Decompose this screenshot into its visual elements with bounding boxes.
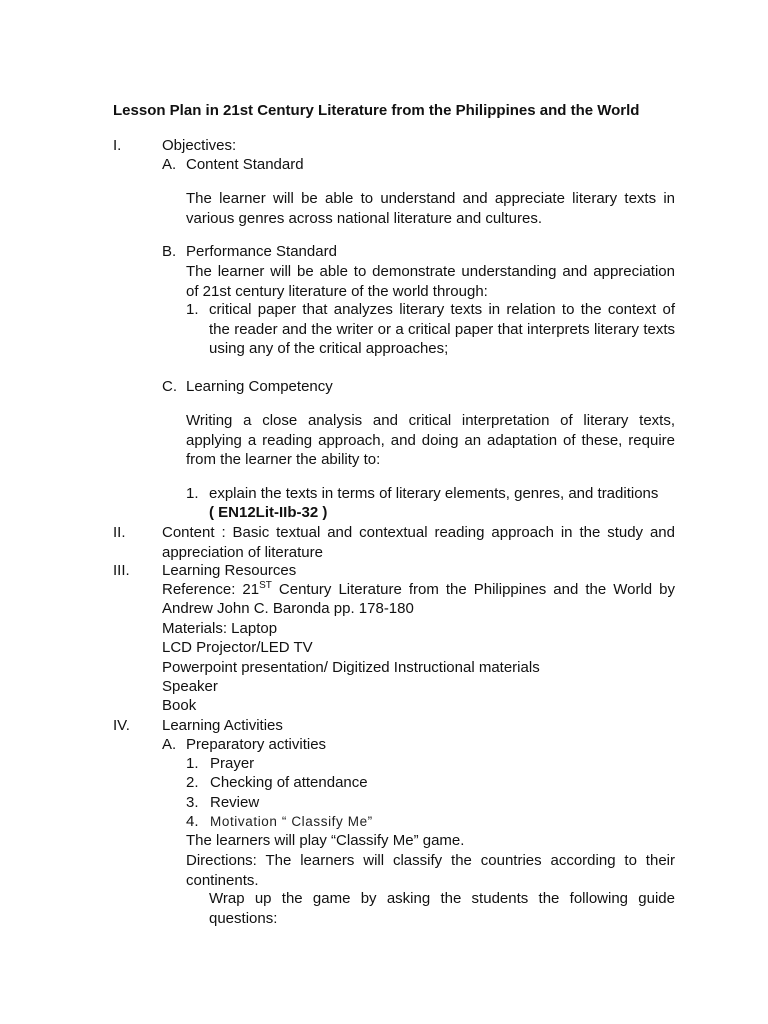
- performance-standard-text: The learner will be able to demonstrate understanding and appreciation of 21st century literature of the world through:: [186, 263, 675, 300]
- step-text: Motivation “ Classify Me”: [210, 814, 373, 829]
- activity-step: [186, 812, 373, 832]
- content-standard-text: The learner will be able to understand and appreciate literary texts in various genres across national literature and cultures.: [186, 190, 675, 227]
- section-numeral-i: I.: [113, 137, 122, 154]
- content-standard-label: A.: [162, 156, 177, 173]
- reference-line: [162, 580, 675, 600]
- learning-competency-label: C.: [162, 378, 177, 395]
- game-description: The learners will play “Classify Me” game.: [186, 832, 465, 849]
- content-text: Content : Basic textual and contextual reading approach in the study and appreciation of literature: [162, 524, 675, 561]
- material-item: Materials: Laptop: [162, 620, 278, 637]
- section-numeral-iv: IV.: [113, 717, 130, 734]
- preparatory-heading: Preparatory activities: [186, 736, 327, 753]
- material-item: LCD Projector/LED TV: [162, 639, 313, 656]
- step-text: Checking of attendance: [210, 774, 368, 791]
- step-text: Prayer: [210, 755, 255, 772]
- content-standard-heading: Content Standard: [186, 156, 304, 173]
- performance-item-number: 1.: [186, 301, 199, 318]
- performance-standard-label: B.: [162, 243, 177, 260]
- activity-step: [186, 754, 254, 774]
- competency-item-text: explain the texts in terms of literary elements, genres, and traditions: [209, 485, 659, 502]
- activity-step: [186, 773, 368, 793]
- reference-superscript: ST: [259, 580, 272, 591]
- section-numeral-iii: III.: [113, 562, 130, 579]
- learning-resources-heading: Learning Resources: [162, 562, 297, 579]
- document-title: Lesson Plan in 21st Century Literature from the Philippines and the World: [113, 102, 640, 119]
- competency-code: ( EN12Lit-IIb-32 ): [209, 504, 328, 521]
- reference-author: Andrew John C. Baronda pp. 178-180: [162, 600, 414, 617]
- wrap-up-text: Wrap up the game by asking the students the following guide questions:: [209, 890, 675, 927]
- learning-competency-heading: Learning Competency: [186, 378, 333, 395]
- game-directions: Directions: The learners will classify the countries according to their continents.: [186, 852, 675, 889]
- section-numeral-ii: II.: [113, 524, 126, 541]
- preparatory-label: A.: [162, 736, 177, 753]
- learning-activities-heading: Learning Activities: [162, 717, 283, 734]
- activity-step: [186, 793, 259, 813]
- material-item: Speaker: [162, 678, 218, 695]
- competency-item-number: 1.: [186, 485, 199, 502]
- objectives-heading: Objectives:: [162, 137, 237, 154]
- reference-prefix: Reference: 21: [162, 581, 260, 598]
- step-number: 3.: [186, 794, 199, 811]
- learning-competency-text: Writing a close analysis and critical interpretation of literary texts, applying a reading approach, and doing an adaptation of these, require from the learner the ability to:: [186, 412, 675, 468]
- material-item: Book: [162, 697, 197, 714]
- performance-item-text: critical paper that analyzes literary texts in relation to the context of the reader and the writer or a critical paper that interprets literary texts using any of the critical approaches;: [209, 301, 675, 357]
- step-text: Review: [210, 794, 260, 811]
- reference-rest: Century Literature from the Philippines and the World by: [271, 581, 675, 598]
- performance-standard-heading: Performance Standard: [186, 243, 337, 260]
- step-number: 2.: [186, 774, 199, 791]
- material-item: Powerpoint presentation/ Digitized Instructional materials: [162, 659, 540, 676]
- step-number: 4.: [186, 813, 199, 830]
- step-number: 1.: [186, 755, 199, 772]
